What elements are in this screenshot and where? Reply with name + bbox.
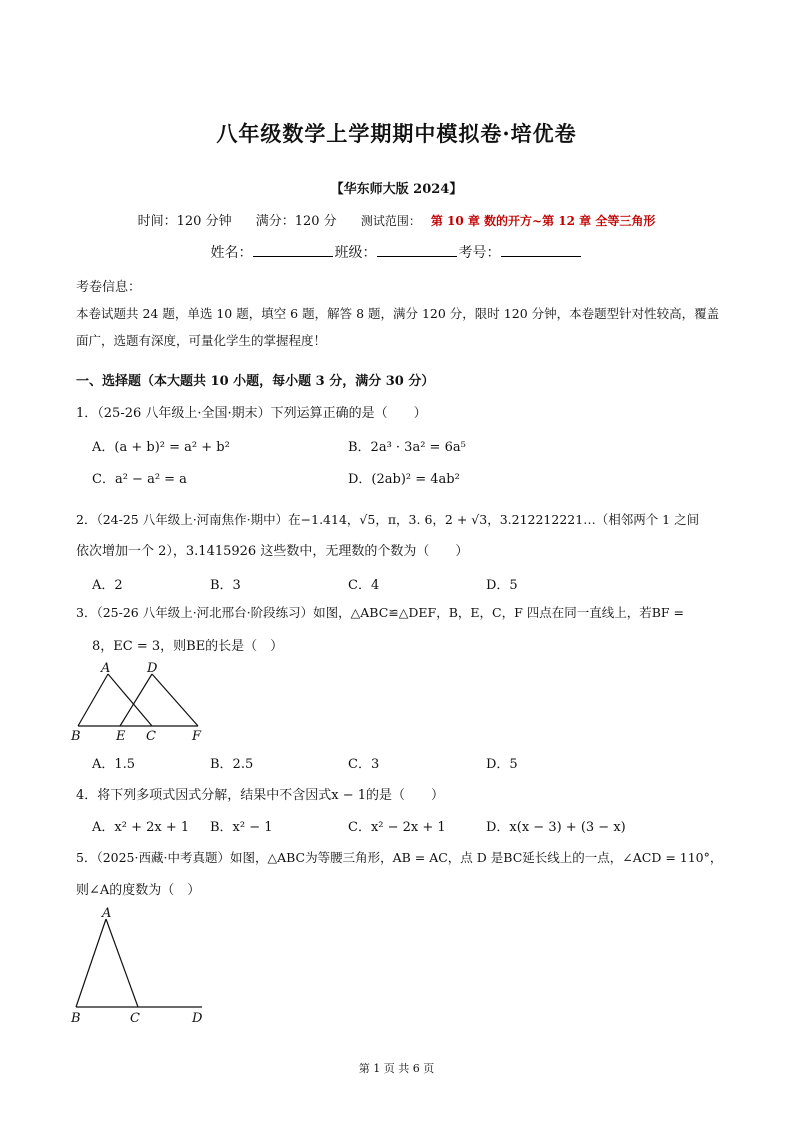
- q4-option-a[interactable]: A．x² + 2x + 1: [92, 820, 190, 835]
- q3-option-a[interactable]: A．1.5: [92, 757, 136, 772]
- q4-option-c[interactable]: C．x² − 2x + 1: [348, 820, 446, 835]
- q5-label-a: A: [102, 906, 112, 921]
- exam-no-blank[interactable]: [501, 242, 581, 257]
- q5-stem-line1: 5．（2025·西藏·中考真题）如图，△ABC为等腰三角形，AB = AC，点 D 是BC延长线上的一点，∠ACD = 110°，: [76, 850, 723, 865]
- name-blank[interactable]: [253, 242, 333, 257]
- q3-figure: [66, 660, 216, 742]
- name-label: 姓名：: [210, 245, 253, 261]
- q3-label-a: A: [101, 661, 111, 676]
- q5-label-c: C: [130, 1011, 140, 1026]
- q3-segment-ac: [108, 674, 152, 726]
- full-score: 满分：120 分: [255, 214, 337, 229]
- time-limit: 时间：120 分钟: [137, 214, 232, 229]
- class-blank[interactable]: [377, 242, 457, 257]
- q4-stem: 4．将下列多项式因式分解，结果中不含因式x − 1的是（ ）: [76, 788, 445, 803]
- q1-option-b[interactable]: B．2a³ · 3a² = 6a⁵: [348, 440, 466, 455]
- q3-stem-line1: 3．（25-26 八年级上·河北邢台·阶段练习）如图，△ABC≌△DEF，B，E，C，F 四点在同一直线上，若BF =: [76, 605, 685, 620]
- scope-label: 测试范围：: [360, 214, 421, 228]
- class-label: 班级：: [334, 245, 377, 261]
- q1-option-a[interactable]: A．(a + b)² = a² + b²: [92, 440, 230, 455]
- edition-label: 【华东师大版 2024】: [330, 182, 463, 197]
- page-title: 八年级数学上学期期中模拟卷·培优卷: [216, 121, 577, 146]
- q3-segment-df: [152, 674, 198, 726]
- q5-label-d: D: [192, 1011, 203, 1026]
- q3-stem-line2: 8，EC = 3，则BE的长是（ ）: [92, 639, 284, 654]
- q5-segment-ac: [106, 919, 138, 1007]
- q2-stem-line2: 依次增加一个 2），3.1415926 这些数中，无理数的个数为（ ）: [76, 544, 469, 559]
- intro-heading: 考卷信息：: [76, 280, 142, 295]
- q3-label-d: D: [147, 661, 158, 676]
- q2-option-a[interactable]: A．2: [92, 578, 123, 593]
- q3-segment-ed: [120, 674, 152, 726]
- page-number: 第 1 页 共 6 页: [358, 1062, 435, 1075]
- q3-option-d[interactable]: D．5: [486, 757, 518, 772]
- intro-text: 本卷试题共 24 题，单选 10 题，填空 6 题，解答 8 题，满分 120 分，限时 120 分钟，本卷题型针对性较高，覆盖面广，选题有深度，可量化学生的掌握程度！: [76, 306, 720, 348]
- q3-option-c[interactable]: C．3: [348, 757, 380, 772]
- q3-label-b: B: [71, 729, 81, 742]
- q2-option-b[interactable]: B．3: [210, 578, 241, 593]
- q3-label-c: C: [146, 729, 156, 742]
- q3-label-e: E: [116, 729, 126, 742]
- q5-segment-ab: [76, 919, 106, 1007]
- q1-option-d[interactable]: D．(2ab)² = 4ab²: [348, 472, 460, 487]
- section-1-title: 一、选择题（本大题共 10 小题，每小题 3 分，满分 30 分）: [76, 374, 435, 389]
- q2-option-d[interactable]: D．5: [486, 578, 518, 593]
- q3-label-f: F: [192, 729, 202, 742]
- q5-figure: [66, 903, 216, 1027]
- q5-label-b: B: [71, 1011, 81, 1026]
- student-info-row: [0, 242, 793, 262]
- q1-stem: 1．（25-26 八年级上·全国·期末）下列运算正确的是（ ）: [76, 406, 427, 421]
- q4-option-b[interactable]: B．x² − 1: [210, 820, 273, 835]
- scope-value: 第 10 章 数的开方~第 12 章 全等三角形: [430, 214, 656, 228]
- exam-no-label: 考号：: [458, 245, 501, 261]
- q2-option-c[interactable]: C．4: [348, 578, 380, 593]
- q3-option-b[interactable]: B．2.5: [210, 757, 254, 772]
- q3-segment-ab: [78, 674, 108, 726]
- q2-stem-line1: 2．（24-25 八年级上·河南焦作·期中）在−1.414，√5，π，3. 6，2 + √3，3.212212221…（相邻两个 1 之间: [76, 512, 700, 527]
- q1-option-c[interactable]: C．a² − a² = a: [92, 472, 187, 487]
- q4-option-d[interactable]: D．x(x − 3) + (3 − x): [486, 820, 626, 835]
- q5-stem-line2: 则∠A的度数为（ ）: [76, 883, 201, 898]
- exam-info-row: [0, 210, 793, 229]
